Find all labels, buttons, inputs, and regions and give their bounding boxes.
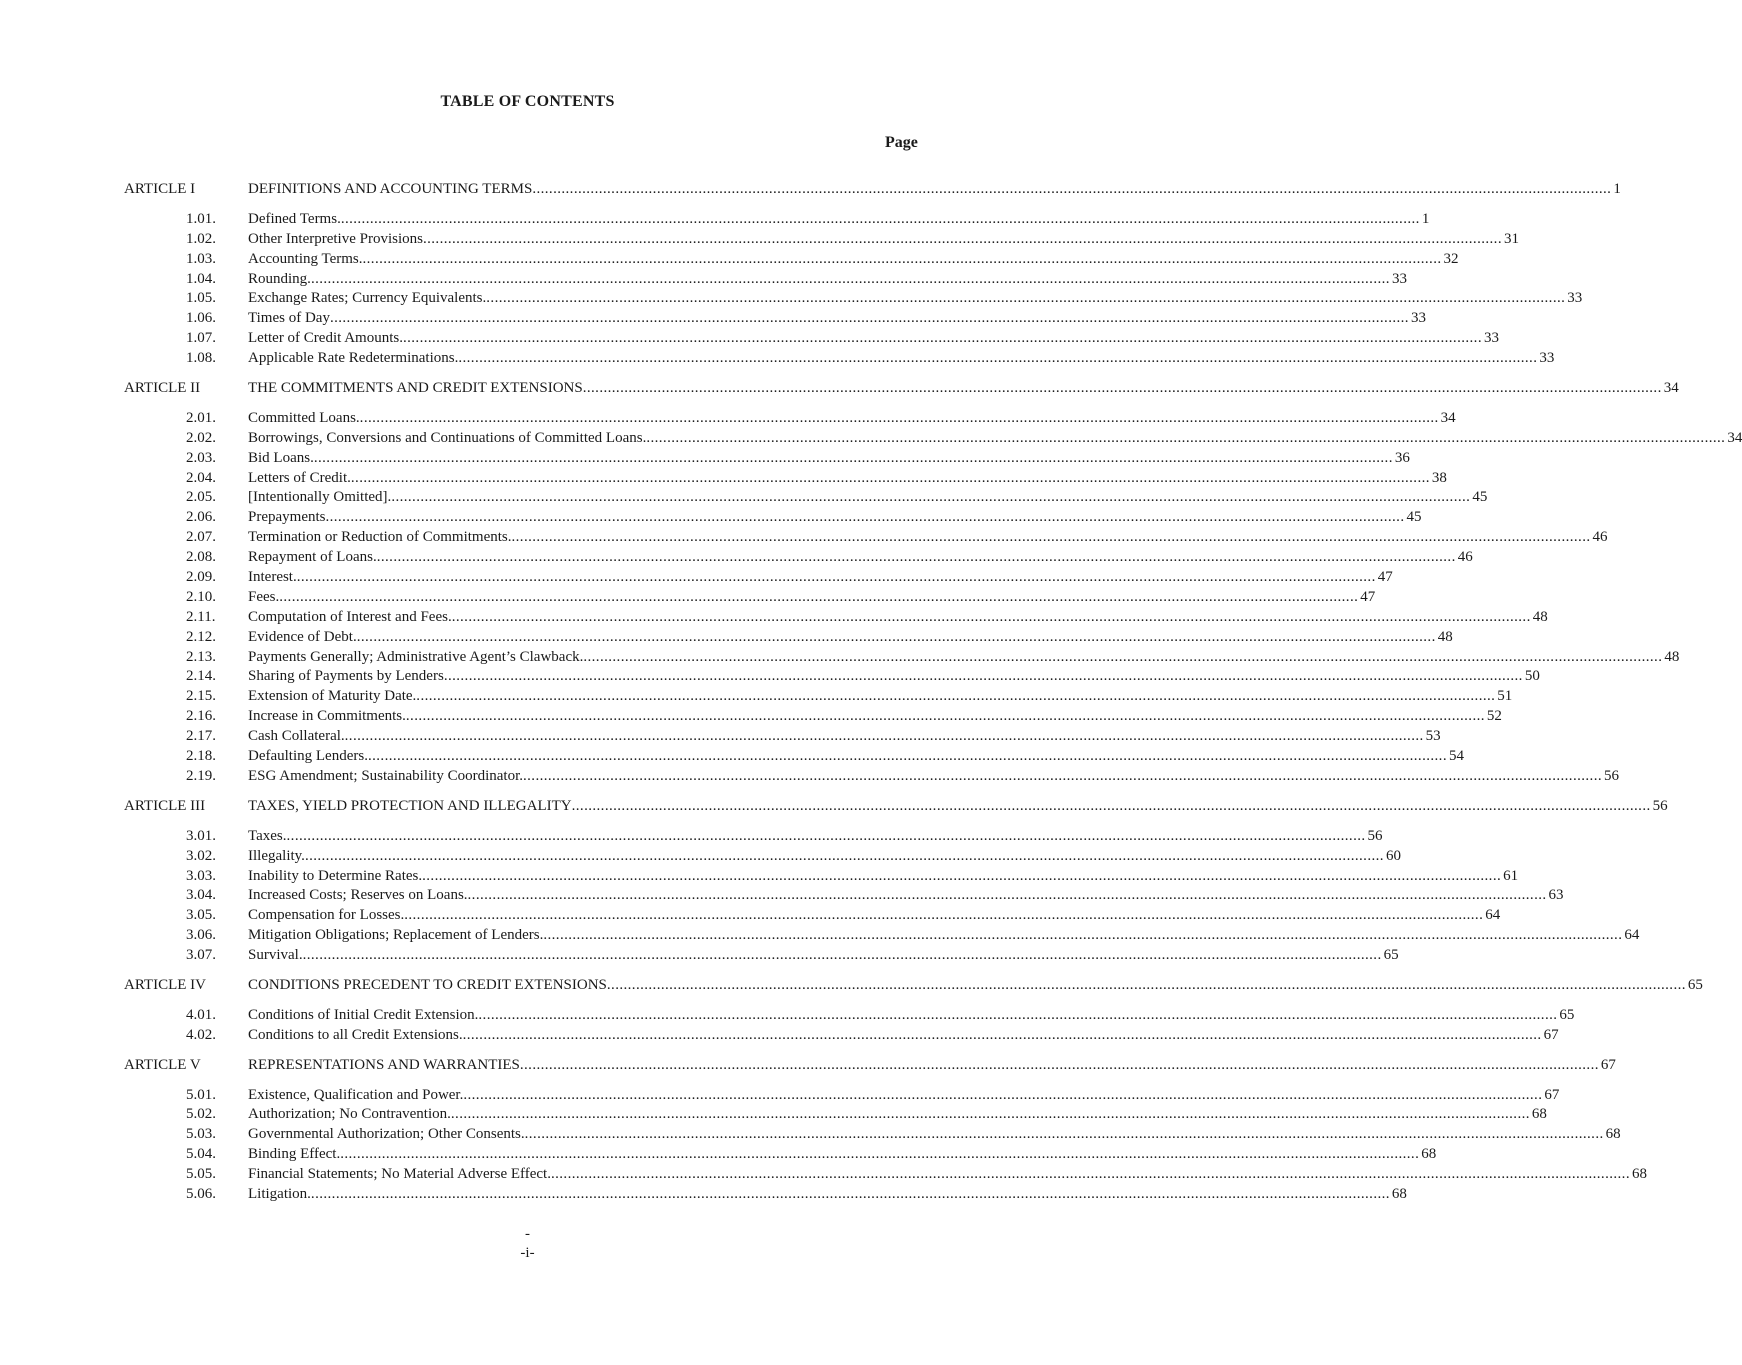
toc-section-row bbox=[0, 747, 1464, 767]
toc-entry bbox=[248, 707, 1502, 727]
section-title: Mitigation Obligations; Replacement of Lenders. bbox=[248, 927, 544, 944]
dot-leader: .................................................................................................................................................................................................................................................................... bbox=[462, 1026, 1542, 1043]
dot-leader: .................................................................................................................................................................................................................................................................... bbox=[350, 469, 1430, 486]
toc-entry bbox=[248, 847, 1401, 867]
page-number: 60 bbox=[1385, 847, 1401, 864]
toc-entry bbox=[248, 687, 1513, 707]
toc-section-row bbox=[0, 867, 1519, 887]
toc-entry bbox=[248, 1086, 1560, 1106]
dot-leader: .................................................................................................................................................................................................................................................................... bbox=[523, 767, 1602, 784]
dot-leader: .................................................................................................................................................................................................................................................................... bbox=[279, 588, 1359, 605]
toc-entry bbox=[248, 409, 1456, 429]
section-title: Times of Day bbox=[248, 310, 330, 327]
section-number: 5.05. bbox=[186, 1166, 216, 1183]
section-number: 2.03. bbox=[186, 449, 216, 466]
section-number: 2.14. bbox=[186, 668, 216, 685]
dot-leader: .................................................................................................................................................................................................................................................................... bbox=[478, 1006, 1558, 1023]
section-number: 3.05. bbox=[186, 907, 216, 924]
toc-section-row bbox=[0, 1105, 1547, 1125]
toc-section-row bbox=[0, 847, 1401, 867]
footer-dash: - bbox=[525, 1226, 530, 1242]
toc-entry bbox=[248, 309, 1426, 329]
toc-entry bbox=[248, 1026, 1559, 1046]
article-title: THE COMMITMENTS AND CREDIT EXTENSIONS bbox=[248, 380, 583, 397]
page-number: 32 bbox=[1443, 250, 1459, 267]
dot-leader: .................................................................................................................................................................................................................................................................... bbox=[467, 887, 1547, 904]
section-title: Other Interpretive Provisions bbox=[248, 230, 423, 247]
dot-leader: .................................................................................................................................................................................................................................................................... bbox=[524, 1126, 1604, 1143]
toc-entry bbox=[248, 588, 1376, 608]
toc-section-row bbox=[0, 568, 1393, 588]
dot-leader: .................................................................................................................................................................................................................................................................... bbox=[344, 728, 1424, 745]
toc-entry bbox=[248, 1105, 1547, 1125]
dot-leader: .................................................................................................................................................................................................................................................................... bbox=[367, 748, 1447, 765]
page-number: 61 bbox=[1503, 867, 1519, 884]
article-label: ARTICLE II bbox=[124, 380, 201, 397]
page-number: 51 bbox=[1497, 688, 1513, 705]
toc-entry bbox=[248, 429, 1742, 449]
dot-leader: .................................................................................................................................................................................................................................................................... bbox=[359, 409, 1439, 426]
dot-leader: .................................................................................................................................................................................................................................................................... bbox=[304, 847, 1384, 864]
section-title: Bid Loans. bbox=[248, 449, 314, 466]
section-title: Computation of Interest and Fees. bbox=[248, 608, 452, 625]
section-title: Termination or Reduction of Commitments. bbox=[248, 529, 512, 546]
section-number: 2.02. bbox=[186, 429, 216, 446]
page-number: 47 bbox=[1377, 569, 1393, 586]
section-number: 2.19. bbox=[186, 767, 216, 784]
dot-leader: .................................................................................................................................................................................................................................................................... bbox=[443, 668, 1523, 685]
section-title: Prepayments bbox=[248, 509, 326, 526]
section-number: 1.07. bbox=[186, 330, 216, 347]
dot-leader: .................................................................................................................................................................................................................................................................... bbox=[646, 429, 1726, 446]
toc-section-row bbox=[0, 230, 1519, 250]
dot-leader: .................................................................................................................................................................................................................................................................... bbox=[583, 648, 1663, 665]
toc-section-row bbox=[0, 628, 1453, 648]
section-title: Defined Terms. bbox=[248, 210, 341, 227]
dot-leader: .................................................................................................................................................................................................................................................................... bbox=[450, 1106, 1530, 1123]
section-title: Financial Statements; No Material Adverse Effect. bbox=[248, 1166, 551, 1183]
dot-leader: .................................................................................................................................................................................................................................................................... bbox=[405, 708, 1485, 725]
toc-entry bbox=[248, 289, 1583, 309]
toc-entry bbox=[248, 1185, 1407, 1205]
article-label: ARTICLE IV bbox=[124, 976, 207, 993]
toc-section-row bbox=[0, 1185, 1407, 1205]
dot-leader: .................................................................................................................................................................................................................................................................... bbox=[376, 549, 1456, 566]
page-number: 33 bbox=[1391, 270, 1407, 287]
section-title: Governmental Authorization; Other Consents. bbox=[248, 1126, 525, 1143]
toc-section-row bbox=[0, 1165, 1647, 1185]
page-number: 46 bbox=[1592, 529, 1608, 546]
section-title: Borrowings, Conversions and Continuations of Committed Loans. bbox=[248, 429, 647, 446]
toc-section-row bbox=[0, 329, 1499, 349]
toc-section-row bbox=[0, 1006, 1575, 1026]
dot-leader: .................................................................................................................................................................................................................................................................... bbox=[606, 976, 1686, 993]
toc-article-row bbox=[0, 180, 1621, 200]
toc-entry bbox=[248, 608, 1548, 628]
toc-entry bbox=[248, 528, 1608, 548]
toc-entry bbox=[248, 727, 1441, 747]
toc-section-row bbox=[0, 608, 1548, 628]
toc-entry bbox=[248, 270, 1407, 290]
toc-section-row bbox=[0, 409, 1456, 429]
section-title: Existence, Qualification and Power. bbox=[248, 1086, 464, 1103]
page-number: 45 bbox=[1472, 489, 1488, 506]
toc-section-row bbox=[0, 250, 1459, 270]
toc-entry bbox=[248, 946, 1399, 966]
dot-leader: .................................................................................................................................................................................................................................................................... bbox=[550, 1166, 1630, 1183]
section-title: Increased Costs; Reserves on Loans. bbox=[248, 887, 468, 904]
section-title: Taxes. bbox=[248, 827, 287, 844]
dot-leader: .................................................................................................................................................................................................................................................................... bbox=[402, 330, 1482, 347]
footer-page-number: -i- bbox=[520, 1245, 535, 1261]
article-title: REPRESENTATIONS AND WARRANTIES bbox=[248, 1056, 520, 1073]
section-number: 1.02. bbox=[186, 230, 216, 247]
toc-section-row bbox=[0, 906, 1501, 926]
dot-leader: .................................................................................................................................................................................................................................................................... bbox=[404, 907, 1484, 924]
section-number: 4.01. bbox=[186, 1006, 216, 1023]
section-title: Binding Effect. bbox=[248, 1146, 341, 1163]
section-number: 5.06. bbox=[186, 1185, 216, 1202]
dot-leader: .................................................................................................................................................................................................................................................................... bbox=[340, 210, 1420, 227]
toc-article-row bbox=[0, 797, 1668, 817]
section-number: 2.06. bbox=[186, 509, 216, 526]
page-number: 68 bbox=[1631, 1166, 1647, 1183]
page-number: 36 bbox=[1394, 449, 1410, 466]
toc-section-row bbox=[0, 667, 1540, 687]
toc-entry bbox=[248, 747, 1464, 767]
dot-leader: .................................................................................................................................................................................................................................................................... bbox=[451, 608, 1531, 625]
toc-entry bbox=[248, 827, 1383, 847]
page-number: 48 bbox=[1532, 608, 1548, 625]
dot-leader: .................................................................................................................................................................................................................................................................... bbox=[582, 380, 1662, 397]
section-title: Accounting Terms. bbox=[248, 250, 363, 267]
toc-section-row bbox=[0, 707, 1502, 727]
page-number: 68 bbox=[1531, 1106, 1547, 1123]
toc-section-row bbox=[0, 508, 1422, 528]
toc-section-row bbox=[0, 687, 1513, 707]
page-number: 67 bbox=[1543, 1026, 1559, 1043]
toc-section-row bbox=[0, 210, 1430, 230]
page-number: 64 bbox=[1485, 907, 1501, 924]
page-number: 64 bbox=[1624, 927, 1640, 944]
page-number: 52 bbox=[1486, 708, 1502, 725]
toc-section-row bbox=[0, 429, 1742, 449]
section-number: 5.01. bbox=[186, 1086, 216, 1103]
section-title: Payments Generally; Administrative Agent’s Clawback. bbox=[248, 648, 584, 665]
section-title: Interest. bbox=[248, 569, 297, 586]
section-title: Authorization; No Contravention. bbox=[248, 1106, 451, 1123]
page-number: 68 bbox=[1605, 1126, 1621, 1143]
toc-entry bbox=[248, 488, 1488, 508]
page-number: 48 bbox=[1664, 648, 1680, 665]
toc-section-row bbox=[0, 528, 1608, 548]
toc-section-row bbox=[0, 469, 1447, 489]
table-of-contents bbox=[0, 180, 1742, 1205]
section-title: Litigation. bbox=[248, 1185, 311, 1202]
toc-section-row bbox=[0, 588, 1376, 608]
dot-leader: .................................................................................................................................................................................................................................................................... bbox=[511, 529, 1591, 546]
toc-entry bbox=[248, 469, 1447, 489]
section-number: 3.01. bbox=[186, 827, 216, 844]
page-number: 67 bbox=[1544, 1086, 1560, 1103]
page-number: 33 bbox=[1410, 310, 1426, 327]
page-number: 50 bbox=[1524, 668, 1540, 685]
toc-entry bbox=[248, 767, 1619, 787]
page-number: 65 bbox=[1687, 976, 1703, 993]
section-title: [Intentionally Omitted]. bbox=[248, 489, 392, 506]
section-number: 2.13. bbox=[186, 648, 216, 665]
page-number: 48 bbox=[1437, 628, 1453, 645]
page-number: 68 bbox=[1421, 1146, 1437, 1163]
toc-section-row bbox=[0, 926, 1640, 946]
dot-leader: .................................................................................................................................................................................................................................................................... bbox=[362, 250, 1442, 267]
page-number: 1 bbox=[1421, 210, 1430, 227]
toc-section-row bbox=[0, 349, 1555, 369]
section-title: Cash Collateral. bbox=[248, 728, 345, 745]
toc-entry bbox=[248, 886, 1564, 906]
section-title: Fees. bbox=[248, 588, 280, 605]
article-title: TAXES, YIELD PROTECTION AND ILLEGALITY bbox=[248, 797, 572, 814]
section-title: Conditions of Initial Credit Extension. bbox=[248, 1006, 479, 1023]
section-number: 5.04. bbox=[186, 1146, 216, 1163]
toc-entry bbox=[248, 1006, 1575, 1026]
toc-section-row bbox=[0, 309, 1426, 329]
section-number: 2.17. bbox=[186, 728, 216, 745]
toc-entry bbox=[248, 667, 1540, 687]
toc-entry bbox=[248, 379, 1679, 399]
dot-leader: .................................................................................................................................................................................................................................................................... bbox=[313, 449, 1393, 466]
section-number: 3.06. bbox=[186, 927, 216, 944]
section-number: 2.01. bbox=[186, 409, 216, 426]
section-number: 3.07. bbox=[186, 947, 216, 964]
dot-leader: .................................................................................................................................................................................................................................................................... bbox=[391, 489, 1471, 506]
page-number: 63 bbox=[1548, 887, 1564, 904]
toc-section-row bbox=[0, 767, 1619, 787]
page-title: TABLE OF CONTENTS bbox=[440, 93, 615, 110]
page-number: 53 bbox=[1425, 728, 1441, 745]
section-number: 2.09. bbox=[186, 569, 216, 586]
section-number: 1.04. bbox=[186, 270, 216, 287]
toc-section-row bbox=[0, 289, 1583, 309]
toc-article-row bbox=[0, 379, 1679, 399]
dot-leader: .................................................................................................................................................................................................................................................................... bbox=[571, 797, 1651, 814]
toc-article-row bbox=[0, 976, 1703, 996]
section-number: 2.10. bbox=[186, 588, 216, 605]
section-number: 2.18. bbox=[186, 748, 216, 765]
toc-section-row bbox=[0, 1125, 1621, 1145]
toc-entry bbox=[248, 180, 1621, 200]
toc-entry bbox=[248, 867, 1519, 887]
dot-leader: .................................................................................................................................................................................................................................................................... bbox=[532, 181, 1612, 197]
dot-leader: .................................................................................................................................................................................................................................................................... bbox=[463, 1086, 1543, 1103]
dot-leader: .................................................................................................................................................................................................................................................................... bbox=[458, 350, 1538, 367]
section-number: 2.11. bbox=[186, 608, 216, 625]
dot-leader: .................................................................................................................................................................................................................................................................... bbox=[286, 827, 1366, 844]
toc-section-row bbox=[0, 727, 1441, 747]
page-number: 34 bbox=[1663, 380, 1679, 397]
page-number: 54 bbox=[1448, 748, 1464, 765]
page-number: 33 bbox=[1483, 330, 1499, 347]
section-number: 1.03. bbox=[186, 250, 216, 267]
section-number: 2.05. bbox=[186, 489, 216, 506]
section-number: 2.04. bbox=[186, 469, 216, 486]
toc-article-row bbox=[0, 1056, 1616, 1076]
section-number: 2.07. bbox=[186, 529, 216, 546]
section-title: Letters of Credit. bbox=[248, 469, 351, 486]
dot-leader: .................................................................................................................................................................................................................................................................... bbox=[310, 270, 1390, 287]
dot-leader: .................................................................................................................................................................................................................................................................... bbox=[422, 230, 1502, 247]
page-number: 33 bbox=[1539, 350, 1555, 367]
section-number: 3.04. bbox=[186, 887, 216, 904]
toc-entry bbox=[248, 230, 1519, 250]
toc-section-row bbox=[0, 946, 1399, 966]
toc-entry bbox=[248, 548, 1473, 568]
toc-section-row bbox=[0, 886, 1564, 906]
page-number: 56 bbox=[1604, 767, 1619, 784]
page-number: 68 bbox=[1391, 1185, 1407, 1202]
page-number: 65 bbox=[1383, 947, 1399, 964]
dot-leader: .................................................................................................................................................................................................................................................................... bbox=[519, 1056, 1599, 1073]
section-title: Compensation for Losses. bbox=[248, 907, 405, 924]
section-title: Letter of Credit Amounts. bbox=[248, 330, 403, 347]
toc-entry bbox=[248, 648, 1680, 668]
dot-leader: .................................................................................................................................................................................................................................................................... bbox=[310, 1185, 1390, 1202]
page-number: 56 bbox=[1367, 827, 1383, 844]
section-number: 3.03. bbox=[186, 867, 216, 884]
dot-leader: .................................................................................................................................................................................................................................................................... bbox=[325, 509, 1405, 526]
toc-entry bbox=[248, 976, 1703, 996]
toc-section-row bbox=[0, 827, 1383, 847]
dot-leader: .................................................................................................................................................................................................................................................................... bbox=[296, 569, 1376, 586]
page-number: 45 bbox=[1406, 509, 1422, 526]
section-title: Increase in Commitments. bbox=[248, 708, 406, 725]
page-number: 33 bbox=[1567, 290, 1583, 307]
article-title: DEFINITIONS AND ACCOUNTING TERMS bbox=[248, 181, 533, 197]
page-column-heading: Page bbox=[885, 134, 918, 151]
toc-entry bbox=[248, 210, 1430, 230]
dot-leader: .................................................................................................................................................................................................................................................................... bbox=[543, 927, 1623, 944]
article-label: ARTICLE V bbox=[124, 1056, 201, 1073]
section-title: Illegality. bbox=[248, 847, 305, 864]
toc-entry bbox=[248, 329, 1499, 349]
section-number: 5.03. bbox=[186, 1126, 216, 1143]
toc-entry bbox=[248, 449, 1410, 469]
page-number: 34 bbox=[1727, 429, 1742, 446]
toc-entry bbox=[248, 508, 1422, 528]
toc-section-row bbox=[0, 449, 1410, 469]
section-number: 1.06. bbox=[186, 310, 216, 327]
dot-leader: .................................................................................................................................................................................................................................................................... bbox=[329, 310, 1409, 327]
toc-entry bbox=[248, 1056, 1616, 1076]
section-number: 2.12. bbox=[186, 628, 216, 645]
section-title: Extension of Maturity Date. bbox=[248, 688, 417, 705]
toc-entry bbox=[248, 926, 1640, 946]
section-number: 3.02. bbox=[186, 847, 216, 864]
dot-leader: .................................................................................................................................................................................................................................................................... bbox=[340, 1146, 1420, 1163]
section-number: 5.02. bbox=[186, 1106, 216, 1123]
toc-section-row bbox=[0, 1086, 1560, 1106]
page-number: 1 bbox=[1613, 181, 1621, 197]
page-number: 67 bbox=[1600, 1056, 1616, 1073]
article-label: ARTICLE III bbox=[124, 797, 206, 814]
section-title: Inability to Determine Rates. bbox=[248, 867, 423, 884]
toc-section-row bbox=[0, 648, 1680, 668]
toc-entry bbox=[248, 628, 1453, 648]
section-title: Defaulting Lenders. bbox=[248, 748, 368, 765]
toc-entry bbox=[248, 797, 1668, 817]
section-title: Applicable Rate Redeterminations. bbox=[248, 350, 459, 367]
page-number: 38 bbox=[1431, 469, 1447, 486]
toc-section-row bbox=[0, 488, 1488, 508]
toc-section-row bbox=[0, 548, 1473, 568]
section-title: Exchange Rates; Currency Equivalents. bbox=[248, 290, 487, 307]
section-title: Evidence of Debt. bbox=[248, 628, 357, 645]
dot-leader: .................................................................................................................................................................................................................................................................... bbox=[422, 867, 1502, 884]
section-number: 1.01. bbox=[186, 210, 216, 227]
page-number: 34 bbox=[1440, 409, 1456, 426]
article-title: CONDITIONS PRECEDENT TO CREDIT EXTENSIONS bbox=[248, 976, 607, 993]
section-number: 2.08. bbox=[186, 549, 216, 566]
section-number: 1.05. bbox=[186, 290, 216, 307]
toc-entry bbox=[248, 250, 1459, 270]
section-number: 1.08. bbox=[186, 350, 216, 367]
dot-leader: .................................................................................................................................................................................................................................................................... bbox=[356, 628, 1436, 645]
dot-leader: .................................................................................................................................................................................................................................................................... bbox=[416, 688, 1496, 705]
section-number: 4.02. bbox=[186, 1026, 216, 1043]
page-number: 46 bbox=[1457, 549, 1473, 566]
toc-entry bbox=[248, 349, 1555, 369]
dot-leader: .................................................................................................................................................................................................................................................................... bbox=[486, 290, 1566, 307]
article-label: ARTICLE I bbox=[124, 181, 196, 197]
toc-entry bbox=[248, 906, 1501, 926]
toc-section-row bbox=[0, 1145, 1437, 1165]
toc-section-row bbox=[0, 1026, 1559, 1046]
section-title: Conditions to all Credit Extensions. bbox=[248, 1026, 463, 1043]
section-title: Sharing of Payments by Lenders bbox=[248, 668, 444, 685]
section-number: 2.15. bbox=[186, 688, 216, 705]
section-title: Rounding. bbox=[248, 270, 311, 287]
section-title: Repayment of Loans. bbox=[248, 549, 377, 566]
toc-entry bbox=[248, 1145, 1437, 1165]
toc-entry bbox=[248, 568, 1393, 588]
toc-entry bbox=[248, 1165, 1647, 1185]
dot-leader: .................................................................................................................................................................................................................................................................... bbox=[302, 947, 1382, 964]
section-title: ESG Amendment; Sustainability Coordinator. bbox=[248, 767, 523, 784]
page-number: 31 bbox=[1503, 230, 1519, 247]
section-title: Committed Loans. bbox=[248, 409, 360, 426]
page-number: 65 bbox=[1559, 1006, 1575, 1023]
toc-entry bbox=[248, 1125, 1621, 1145]
section-number: 2.16. bbox=[186, 708, 216, 725]
toc-section-row bbox=[0, 270, 1407, 290]
page-number: 56 bbox=[1652, 797, 1668, 814]
page-number: 47 bbox=[1360, 588, 1376, 605]
section-title: Survival. bbox=[248, 947, 303, 964]
